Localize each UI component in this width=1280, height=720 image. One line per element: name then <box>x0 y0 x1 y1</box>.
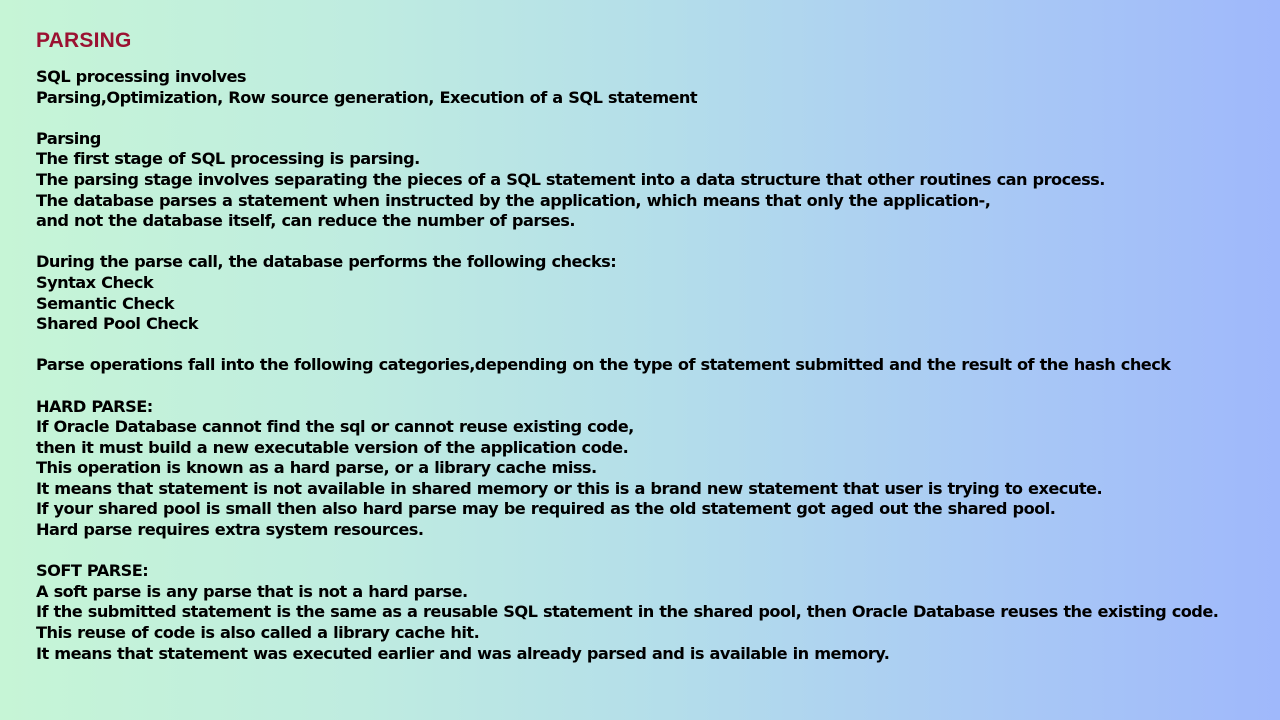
text-line: Parsing,Optimization, Row source generation, Execution of a SQL statement <box>36 87 698 107</box>
text-line: Semantic Check <box>36 293 175 313</box>
text-line: If your shared pool is small then also hard parse may be required as the old statement got aged out the shared pool. <box>36 499 1056 519</box>
text-line: and not the database itself, can reduce the number of parses. <box>36 211 575 231</box>
text-line: SOFT PARSE: <box>36 561 149 581</box>
text-line: The database parses a statement when instructed by the application, which means that only the application-, <box>36 190 991 210</box>
text-block-soft-parse <box>36 561 1268 664</box>
text-block-parse-categories <box>36 355 1268 376</box>
text-line: If Oracle Database cannot find the sql or cannot reuse existing code, <box>36 417 634 437</box>
text-line: It means that statement was executed earlier and was already parsed and is available in memory. <box>36 643 890 663</box>
text-line: It means that statement is not available in shared memory or this is a brand new statement that user is trying to execute. <box>36 478 1103 498</box>
text-line: Parsing <box>36 128 101 148</box>
text-line: The parsing stage involves separating the pieces of a SQL statement into a data structure that other routines can process. <box>36 169 1105 189</box>
text-line: This operation is known as a hard parse, or a library cache miss. <box>36 458 597 478</box>
text-line: HARD PARSE: <box>36 396 153 416</box>
text-line: This reuse of code is also called a library cache hit. <box>36 623 480 643</box>
text-line: Parse operations fall into the following categories,depending on the type of statement submitted and the result of the hash check <box>36 355 1171 375</box>
text-line: A soft parse is any parse that is not a hard parse. <box>36 581 468 601</box>
text-line: Shared Pool Check <box>36 314 198 334</box>
text-line: During the parse call, the database performs the following checks: <box>36 252 617 272</box>
text-line: The first stage of SQL processing is parsing. <box>36 149 420 169</box>
text-line: Syntax Check <box>36 272 154 292</box>
text-line: If the submitted statement is the same as a reusable SQL statement in the shared pool, then Oracle Database reuses the existing code. <box>36 602 1219 622</box>
text-line: Hard parse requires extra system resources. <box>36 520 424 540</box>
text-block-hard-parse <box>36 397 1268 541</box>
slide-title: PARSING <box>36 29 132 52</box>
text-block-parsing <box>36 129 1268 232</box>
text-block-sql-processing <box>36 67 1268 108</box>
text-block-parse-checks <box>36 252 1268 334</box>
text-line: SQL processing involves <box>36 67 247 86</box>
slide <box>36 28 1268 685</box>
text-line: then it must build a new executable version of the application code. <box>36 437 629 457</box>
